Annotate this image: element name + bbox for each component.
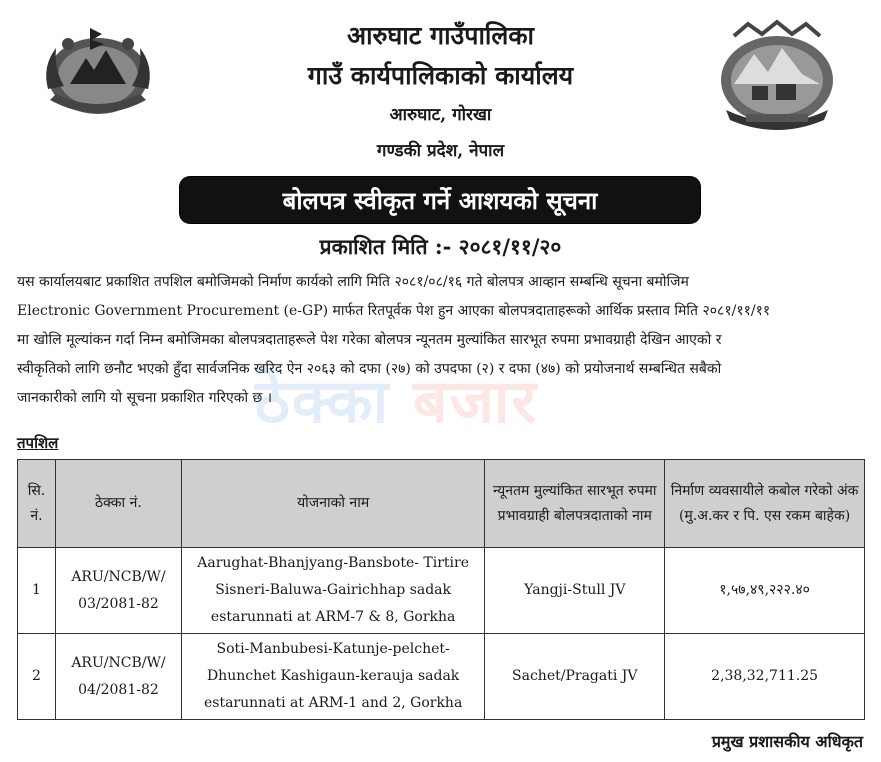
header-bidder: न्यूनतम मुल्यांकित सारभूत रुपमा प्रभावग्राही बोलपत्रदाताको नाम xyxy=(485,460,665,548)
body-line: स्वीकृतिको लागि छनौट भएको हुँदा सार्वजनिक खरिद ऐन २०६३ को दफा (२७) को उपदफा (२) र दफा (४७) को प्रयोजनार्थ सम्बन्धित सबैको xyxy=(17,361,722,377)
cell-sn: 2 xyxy=(18,634,56,720)
schedule-label: तपशिल xyxy=(17,434,59,452)
signature-title: प्रमुख प्रशासकीय अधिकृत xyxy=(711,732,863,751)
watermark-part2: बजार xyxy=(413,367,538,437)
header-project-name: योजनाको नाम xyxy=(181,460,484,548)
office-location: आरुघाट, गोरखा xyxy=(389,105,492,125)
cell-project-name: Aarughat-Bhanjyang-Bansbote- Tirtire Sisneri-Baluwa-Gairichhap sadak estarunnati at ARM-7 & 8, Gorkha xyxy=(181,548,484,634)
schedule-table xyxy=(17,459,865,720)
notice-title-banner xyxy=(180,177,700,223)
body-line: जानकारीको लागि यो सूचना प्रकाशित गरिएको छ । xyxy=(17,390,273,406)
cell-bidder: Yangji-Stull JV xyxy=(485,548,665,634)
cell-contract-no: ARU/NCB/W/ 03/2081-82 xyxy=(55,548,181,634)
cell-amount: १,५७,४९,२२२.४० xyxy=(665,548,865,634)
table-row xyxy=(18,548,865,634)
office-name: गाउँ कार्यपालिकाको कार्यालय xyxy=(307,61,574,90)
body-line: Electronic Government Procurement (e-GP) मार्फत रितपूर्वक पेश हुन आएका बोलपत्रदाताहरूको आर्थिक प्रस्ताव मिति २०८१/११/११ xyxy=(17,303,771,319)
body-line: यस कार्यालयबाट प्रकाशित तपशिल बमोजिमको निर्माण कार्यको लागि मिति २०८१/०८/१६ गते बोलपत्र आव्हान सम्बन्धि सूचना बमोजिम xyxy=(17,274,689,290)
cell-sn: 1 xyxy=(18,548,56,634)
notice-title: बोलपत्र स्वीकृत गर्ने आशयको सूचना xyxy=(282,185,598,215)
cell-contract-no: ARU/NCB/W/ 04/2081-82 xyxy=(55,634,181,720)
table-row xyxy=(18,634,865,720)
province-country: गण्डकी प्रदेश, नेपाल xyxy=(376,141,505,161)
body-line: मा खोलि मूल्यांकन गर्दा निम्न बमोजिमका बोलपत्रदाताहरूले पेश गरेका बोलपत्र न्यूनतम मुल्यांकित सारभूत रुपमा प्रभावग्राही देखिन आएको र xyxy=(17,332,722,348)
watermark-part1: ठेक्का xyxy=(255,367,391,437)
cell-bidder: Sachet/Pragati JV xyxy=(485,634,665,720)
watermark xyxy=(255,358,538,440)
header-contract-no: ठेक्का नं. xyxy=(55,460,181,548)
municipality-name: आरुघाट गाउँपालिका xyxy=(346,21,535,50)
header-amount: निर्माण व्यवसायीले कबोल गरेको अंक (मु.अ.कर र पि. एस रकम बाहेक) xyxy=(665,460,865,548)
table-header-row xyxy=(18,460,865,548)
cell-project-name: Soti-Manbubesi-Katunje-pelchet- Dhunchet Kashigaun-kerauja sadak estarunnati at ARM-1 and 2, Gorkha xyxy=(181,634,484,720)
cell-amount: 2,38,32,711.25 xyxy=(665,634,865,720)
header-sn: सि. नं. xyxy=(18,460,56,548)
published-date: प्रकाशित मिति :- २०८१/११/२० xyxy=(319,234,562,259)
